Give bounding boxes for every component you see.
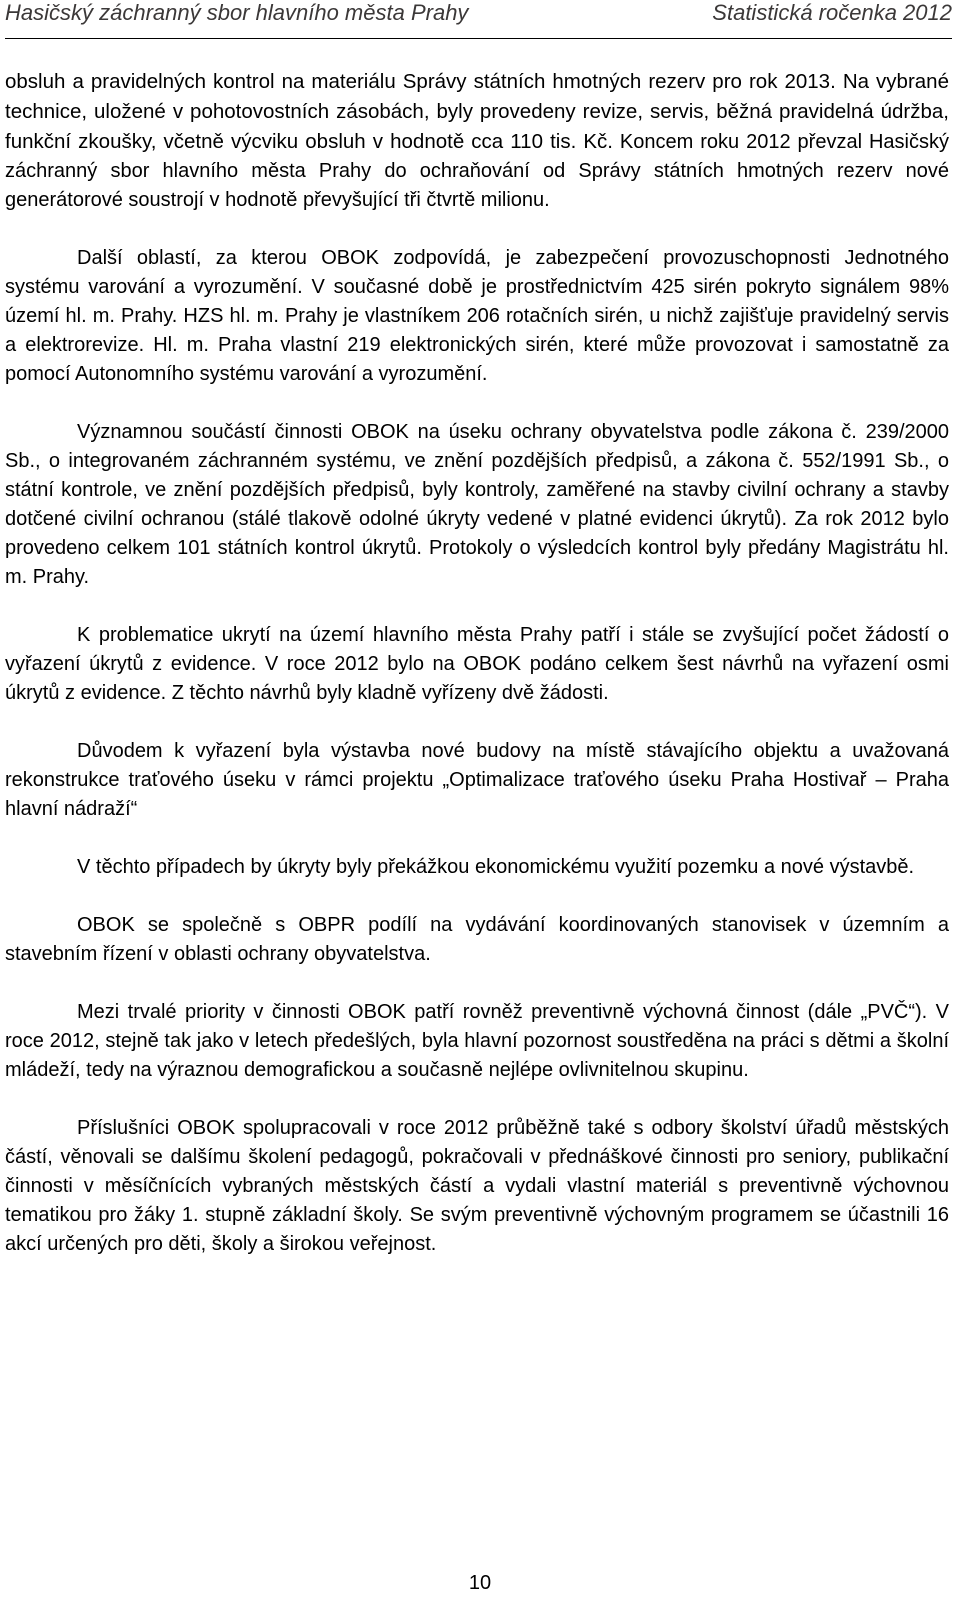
header-organization-title: Hasičský záchranný sbor hlavního města Prahy <box>5 0 469 25</box>
paragraph-reserves <box>5 67 949 215</box>
header-publication-title: Statistická ročenka 2012 <box>712 0 952 25</box>
paragraph-cooperation: Příslušníci OBOK spolupracovali v roce 2012 průběžně také s odbory školství úřadů městských částí, věnovali se dalšímu školení pedagogů, pokračovali v přednáškové činnosti pro seniory, publikační činnosti v měsíčnících vybraných městských částí a vydali vlastní materiál s preventivně výchovnou tematikou pro žáky 1. stupně základní školy. Se svým preventivně výchovným programem se účastnili 16 akcí určených pro děti, školy a širokou veřejnost. <box>5 1117 949 1255</box>
page-number: 10 <box>468 1572 492 1594</box>
paragraph-shelter-inspections: Významnou součástí činnosti OBOK na úseku ochrany obyvatelstva podle zákona č. 239/2000 Sb., o integrovaném záchranném systému, ve znění pozdějších předpisů, a zákona č. 552/1991 Sb., o státní kontrole, ve znění pozdějších předpisů, byly kontroly, zaměřené na stavby civilní ochrany a stavby dotčené civilní ochranou (stálé tlakově odolné úkryty vedené v platné evidenci úkrytů). Za rok 2012 bylo provedeno celkem 101 státních kontrol úkrytů. Protokoly o výsledcích kontrol byly předány Magistrátu hl. m. Prahy. <box>5 421 949 588</box>
document-body <box>5 67 949 1259</box>
paragraph-reserves-continuation: Koncem roku 2012 převzal Hasičský záchranný sbor hlavního města Prahy do ochraňování od Správy státních hmotných rezerv nové generátorové soustrojí v hodnotě převyšující tři čtvrtě milionu. <box>5 131 949 211</box>
paragraph-prevention-priorities: Mezi trvalé priority v činnosti OBOK patří rovněž preventivně výchovná činnost (dále „PVČ“). V roce 2012, stejně tak jako v letech předešlých, byla hlavní pozornost soustředěna na práci s dětmi a školní mládeží, tedy na výraznou demografickou a současně nejlépe ovlivnitelnou skupinu. <box>5 1001 949 1081</box>
paragraph-reserves-arial-text: obsluh a pravidelných kontrol na materiálu Správy státních hmotných rezerv pro rok 2013. Na vybrané technice, uložené v pohotovostních zásobách, byly provedeny revize, servis, běžná pravidelná údržba, funkční zkoušky, včetně výcviku obsluh v hodnotě cca 110 tis. Kč. <box>5 70 949 153</box>
paragraph-removal-reason: Důvodem k vyřazení byla výstavba nové budovy na místě stávajícího objektu a uvažovaná rekonstrukce traťového úseku v rámci projektu „Optimalizace traťového úseku Praha Hostivař – Praha hlavní nádraží“ <box>5 740 949 820</box>
paragraph-economic-use: V těchto případech by úkryty byly překážkou ekonomickému využití pozemku a nové výstavbě. <box>77 856 915 878</box>
paragraph-coordinated-opinions: OBOK se společně s OBPR podílí na vydávání koordinovaných stanovisek v územním a stavebním řízení v oblasti ochrany obyvatelstva. <box>5 914 949 965</box>
paragraph-shelter-removal-requests: K problematice ukrytí na území hlavního města Prahy patří i stále se zvyšující počet žádostí o vyřazení úkrytů z evidence. V roce 2012 bylo na OBOK podáno celkem šest návrhů na vyřazení osmi úkrytů z evidence. Z těchto návrhů byly kladně vyřízeny dvě žádosti. <box>5 624 949 704</box>
paragraph-sirens: Další oblastí, za kterou OBOK zodpovídá, je zabezpečení provozuschopnosti Jednotného systému varování a vyrozumění. V současné době je prostřednictvím 425 sirén pokryto signálem 98% území hl. m. Prahy. HZS hl. m. Prahy je vlastníkem 206 rotačních sirén, u nichž zajišťuje pravidelný servis a elektrorevize. Hl. m. Praha vlastní 219 elektronických sirén, které může provozovat i samostatně za pomocí Autonomního systému varování a vyrozumění. <box>5 247 949 385</box>
page-header <box>5 0 952 39</box>
